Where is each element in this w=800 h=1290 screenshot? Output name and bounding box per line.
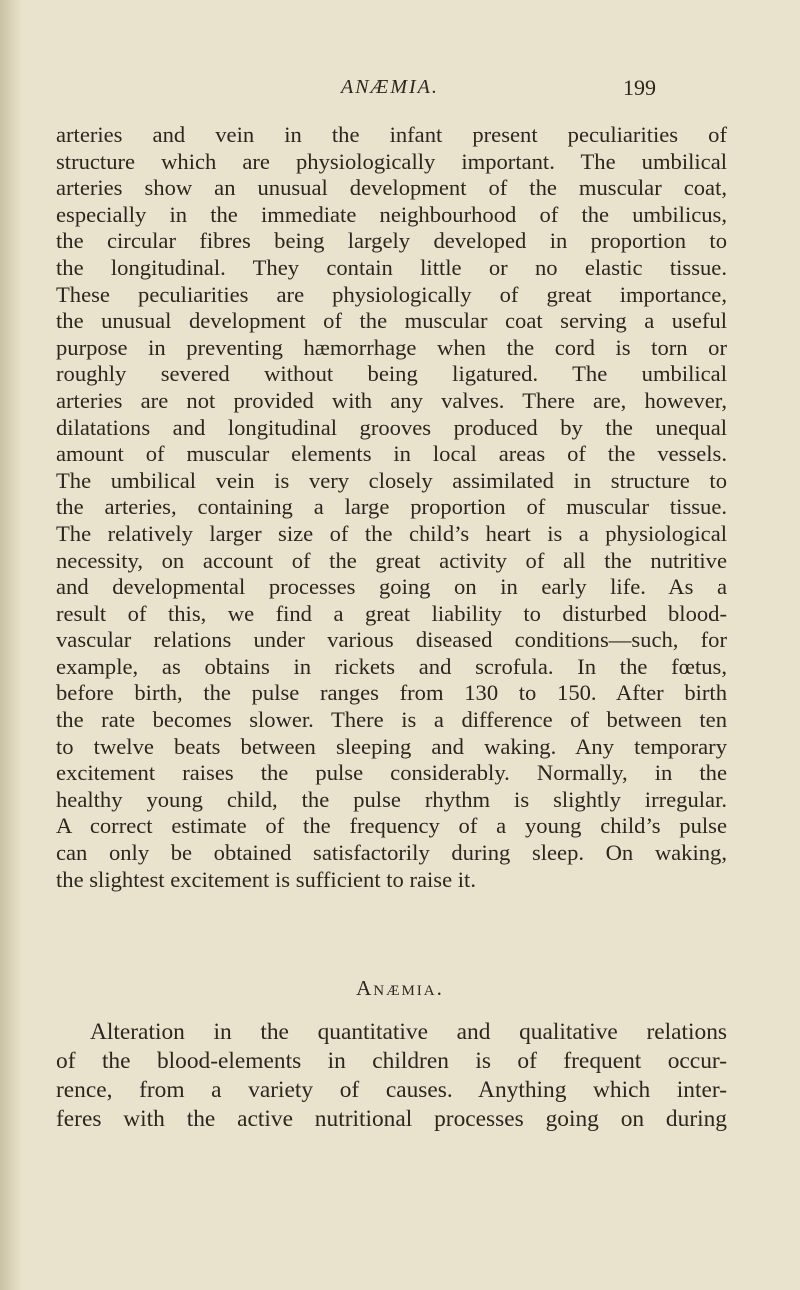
text-line: necessity, on account of the great activity of all the nutritive [56,547,727,573]
text-line: the longitudinal. They contain little or no elastic tissue. [56,254,727,280]
text-line: before birth, the pulse ranges from 130 to 150. After birth [56,680,727,706]
text-line: amount of muscular elements in local areas of the vessels. [56,441,727,467]
text-line: and developmental processes going on in early life. As a [56,574,727,600]
text-line: These peculiarities are physiologically of great importance, [56,281,727,307]
text-line: to twelve beats between sleeping and waking. Any temporary [56,733,727,759]
text-line: dilatations and longitudinal grooves produced by the unequal [56,414,727,440]
text-line: excitement raises the pulse considerably. Normally, in the [56,760,727,786]
text-line: the unusual development of the muscular coat serving a useful [56,308,727,334]
text-line: example, as obtains in rickets and scrofula. In the fœtus, [56,653,727,679]
text-line: the arteries, containing a large proportion of muscular tissue. [56,494,727,520]
text-line: result of this, we find a great liability to disturbed blood- [56,600,727,626]
text-line: feres with the active nutritional processes going on during [56,1106,727,1132]
text-line: the rate becomes slower. There is a difference of between ten [56,707,727,733]
text-line: The relatively larger size of the child’s heart is a physiological [56,520,727,546]
text-line: can only be obtained satisfactorily during sleep. On waking, [56,840,727,866]
text-line: arteries show an unusual development of the muscular coat, [56,175,727,201]
text-line: healthy young child, the pulse rhythm is slightly irregular. [56,786,727,812]
text-line: A correct estimate of the frequency of a young child’s pulse [56,813,727,839]
running-title: ANÆMIA. [341,76,439,98]
text-line: the circular fibres being largely developed in proportion to [56,228,727,254]
text-line: Alteration in the quantitative and qualitative relations [90,1019,727,1045]
text-line: arteries are not provided with any valves. There are, however, [56,387,727,413]
body-paragraph-continuation [56,122,727,893]
text-line: roughly severed without being ligatured. The umbilical [56,361,727,387]
running-head [236,70,656,104]
text-line: especially in the immediate neighbourhood of the umbilicus, [56,201,727,227]
section-heading [0,976,800,1001]
text-line: the slightest excitement is sufficient to raise it. [56,866,476,892]
body-paragraph [56,1018,727,1134]
text-line: purpose in preventing hæmorrhage when the cord is torn or [56,334,727,360]
text-line: rence, from a variety of causes. Anything which inter- [56,1077,727,1103]
text-line: The umbilical vein is very closely assimilated in structure to [56,467,727,493]
text-line: structure which are physiologically important. The umbilical [56,148,727,174]
section-heading-text: Anæmia. [356,976,444,1000]
page-number: 199 [623,75,656,100]
text-line: of the blood-elements in children is of frequent occur- [56,1048,727,1074]
text-line: vascular relations under various diseased conditions—such, for [56,627,727,653]
text-line: arteries and vein in the infant present peculiarities of [56,122,727,147]
